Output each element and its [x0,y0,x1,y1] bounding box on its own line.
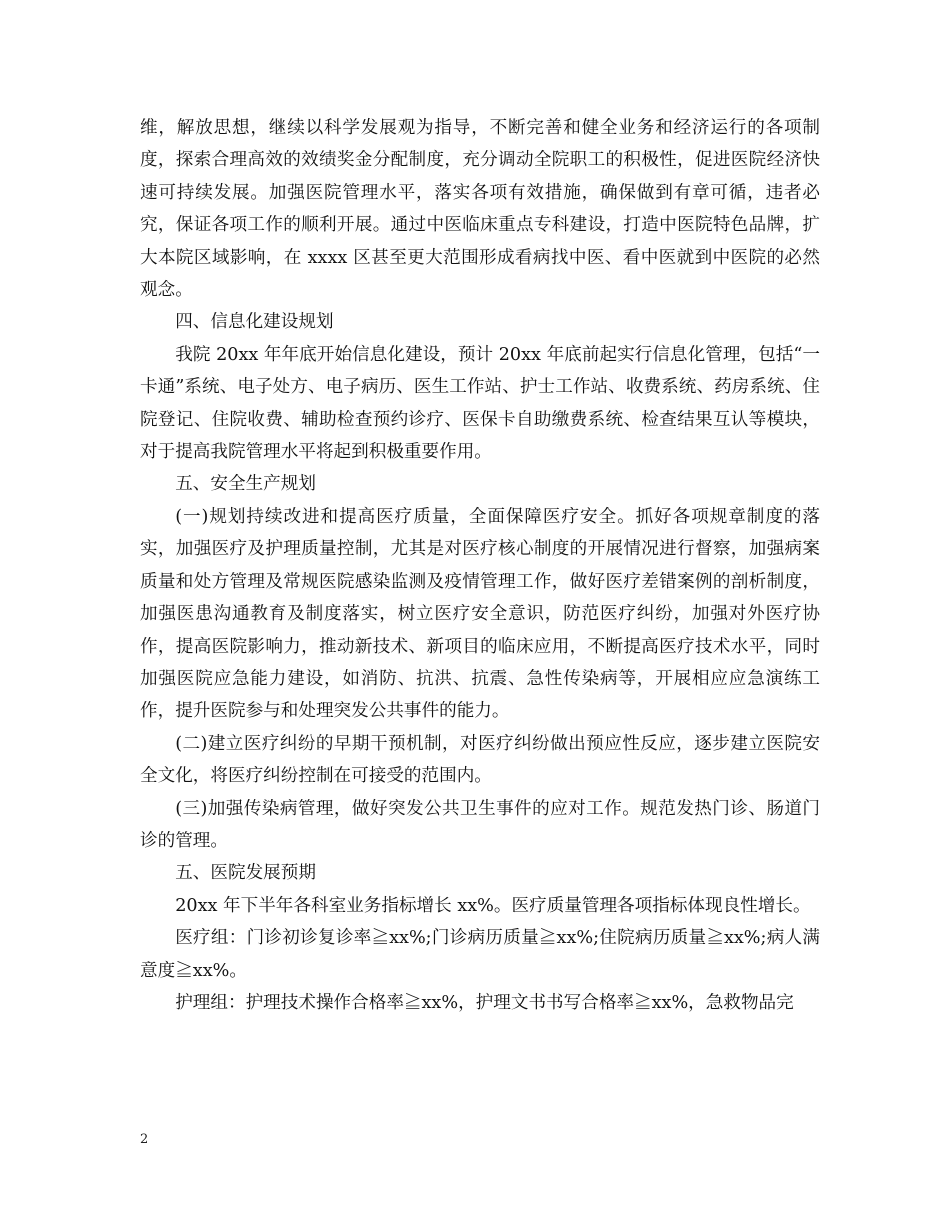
section-heading-safety: 五、安全生产规划 [175,474,316,495]
paragraph-continuation: 维，解放思想，继续以科学发展观为指导，不断完善和健全业务和经济运行的各项制度，探索合理高效的效绩奖金分配制度，充分调动全院职工的积极性，促进医院经济快速可持续发展。加强医院管理水平，落实各项有效措施，确保做到有章可循，违者必究，保证各项工作的顺利开展。通过中医临床重点专科建设，打造中医院特色品牌，扩大本院区域影响，在 xxxx 区甚至更大范围形成看病找中医、看中医就到中医院的必然观念。 [140,118,820,301]
document-body [140,112,820,1019]
paragraph-safety-2: (二)建立医疗纠纷的早期干预机制，对医疗纠纷做出预应性反应，逐步建立医院安全文化，将医疗纠纷控制在可接受的范围内。 [140,733,820,787]
section-heading-development: 五、医院发展预期 [175,863,316,884]
paragraph-nursing-group: 护理组：护理技术操作合格率≧xx%，护理文书书写合格率≧xx%，急救物品完 [175,992,794,1013]
paragraph-development-targets: 20xx 年下半年各科室业务指标增长 xx%。医疗质量管理各项指标体现良性增长。 [175,895,811,916]
paragraph-informatization: 我院 20xx 年年底开始信息化建设，预计 20xx 年底前起实行信息化管理，包括“一卡通”系统、电子处方、电子病历、医生工作站、护士工作站、收费系统、药房系统、住院登记、住院收费、辅助检查预约诊疗、医保卡自助缴费系统、检查结果互认等模块，对于提高我院管理水平将起到积极重要作用。 [140,344,820,463]
paragraph-medical-group: 医疗组：门诊初诊复诊率≧xx%;门诊病历质量≧xx%;住院病历质量≧xx%;病人满意度≧xx%。 [140,928,820,981]
page-number: 2 [140,1132,149,1147]
paragraph-safety-3: (三)加强传染病管理，做好突发公共卫生事件的应对工作。规范发热门诊、肠道门诊的管理。 [140,798,820,851]
paragraph-safety-1: (一)规划持续改进和提高医疗质量，全面保障医疗安全。抓好各项规章制度的落实，加强医疗及护理质量控制，尤其是对医疗核心制度的开展情况进行督察，加强病案质量和处方管理及常规医院感染监测及疫情管理工作，做好医疗差错案例的剖析制度，加强医患沟通教育及制度落实，树立医疗安全意识，防范医疗纠纷，加强对外医疗协作，提高医院影响力，推动新技术、新项目的临床应用，不断提高医疗技术水平，同时加强医院应急能力建设，如消防、抗洪、抗震、急性传染病等，开展相应应急演练工作，提升医院参与和处理突发公共事件的能力。 [140,506,820,722]
section-heading-informatization: 四、信息化建设规划 [175,312,334,333]
